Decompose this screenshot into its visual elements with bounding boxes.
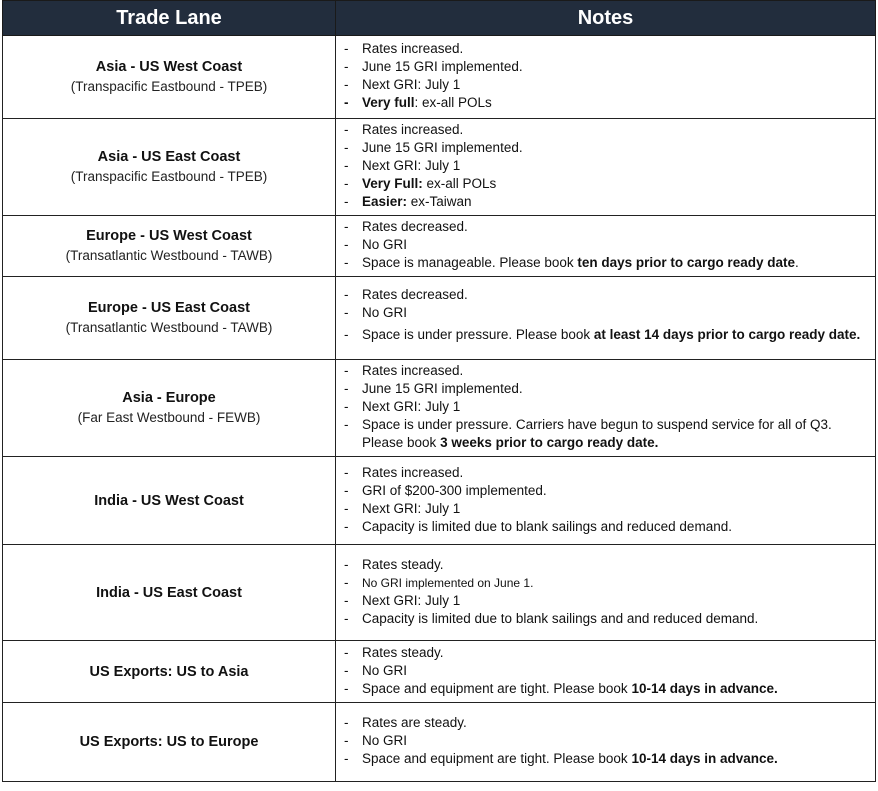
lane-name: Europe - US West Coast [86,228,252,244]
note-item: - Rates increased. [344,121,871,139]
lane-cell [3,641,336,703]
note-item: - Space and equipment are tight. Please book 10-14 days in advance. [344,680,871,698]
notes-cell [336,545,876,641]
note-item: - Next GRI: July 1 [344,157,871,175]
notes-cell [336,641,876,703]
lane-name: US Exports: US to Asia [89,663,249,680]
note-item: - No GRI implemented on June 1. [344,574,871,592]
note-item: - June 15 GRI implemented. [344,380,871,398]
table-row [3,36,876,119]
lane-cell [3,457,336,545]
note-item: - Capacity is limited due to blank sailings and reduced demand. [344,518,871,536]
note-item: - Rates increased. [344,362,871,380]
note-item: - June 15 GRI implemented. [344,58,871,76]
notes-cell [336,360,876,457]
note-item: - Next GRI: July 1 [344,398,871,416]
table-row [3,277,876,360]
note-item: - June 15 GRI implemented. [344,139,871,157]
lane-cell [3,216,336,277]
notes-cell [336,216,876,277]
lane-name: India - US West Coast [94,492,244,509]
note-item: - Space is under pressure. Please book at least 14 days prior to cargo ready date. [344,322,871,348]
lane-subtitle: (Far East Westbound - FEWB) [77,410,261,425]
note-item: - No GRI [344,662,871,680]
note-item: - Very full: ex-all POLs [344,94,871,112]
note-item: - Space is under pressure. Carriers have begun to suspend service for all of Q3. Please book 3 weeks prior to cargo ready date. [344,416,871,452]
note-item: - Very Full: ex-all POLs [344,175,871,193]
table-row [3,119,876,216]
lane-cell [3,36,336,119]
lane-subtitle: (Transpacific Eastbound - TPEB) [70,169,268,184]
header-trade-lane: Trade Lane [3,1,336,36]
note-item: - No GRI [344,304,871,322]
table-row [3,457,876,545]
table-row [3,545,876,641]
lane-name: Asia - Europe [122,390,216,406]
note-item: - Rates steady. [344,556,871,574]
lane-name: Asia - US East Coast [97,149,241,165]
table-row [3,641,876,703]
table-row [3,360,876,457]
note-item: - Next GRI: July 1 [344,500,871,518]
notes-cell [336,277,876,360]
note-item: - No GRI [344,732,871,750]
note-item: - Easier: ex-Taiwan [344,193,871,211]
lane-name: India - US East Coast [96,584,242,601]
note-item: - Next GRI: July 1 [344,76,871,94]
note-item: - Rates decreased. [344,286,871,304]
header-notes: Notes [336,1,876,36]
trade-lane-table [2,0,876,782]
lane-cell [3,277,336,360]
note-item: - No GRI [344,236,871,254]
lane-name: US Exports: US to Europe [79,734,259,750]
note-item: - Rates decreased. [344,218,871,236]
note-item: - Rates increased. [344,40,871,58]
lane-name: Asia - US West Coast [95,59,243,75]
lane-subtitle: (Transatlantic Westbound - TAWB) [65,248,273,263]
lane-cell [3,703,336,782]
lane-subtitle: (Transatlantic Westbound - TAWB) [65,320,273,335]
note-item: - Capacity is limited due to blank sailings and and reduced demand. [344,610,871,628]
notes-cell [336,36,876,119]
note-item: - Rates steady. [344,644,871,662]
note-item: - Space and equipment are tight. Please book 10-14 days in advance. [344,750,871,768]
table-row [3,703,876,782]
lane-subtitle: (Transpacific Eastbound - TPEB) [70,79,268,94]
lane-name: Europe - US East Coast [88,300,250,316]
notes-cell [336,119,876,216]
notes-cell [336,703,876,782]
lane-cell [3,119,336,216]
lane-cell [3,545,336,641]
table-row [3,216,876,277]
note-item: - Rates increased. [344,464,871,482]
note-item: - GRI of $200-300 implemented. [344,482,871,500]
header-row [3,1,876,36]
lane-cell [3,360,336,457]
note-item: - Rates are steady. [344,714,871,732]
note-item: - Next GRI: July 1 [344,592,871,610]
notes-cell [336,457,876,545]
note-item: - Space is manageable. Please book ten days prior to cargo ready date. [344,254,871,272]
